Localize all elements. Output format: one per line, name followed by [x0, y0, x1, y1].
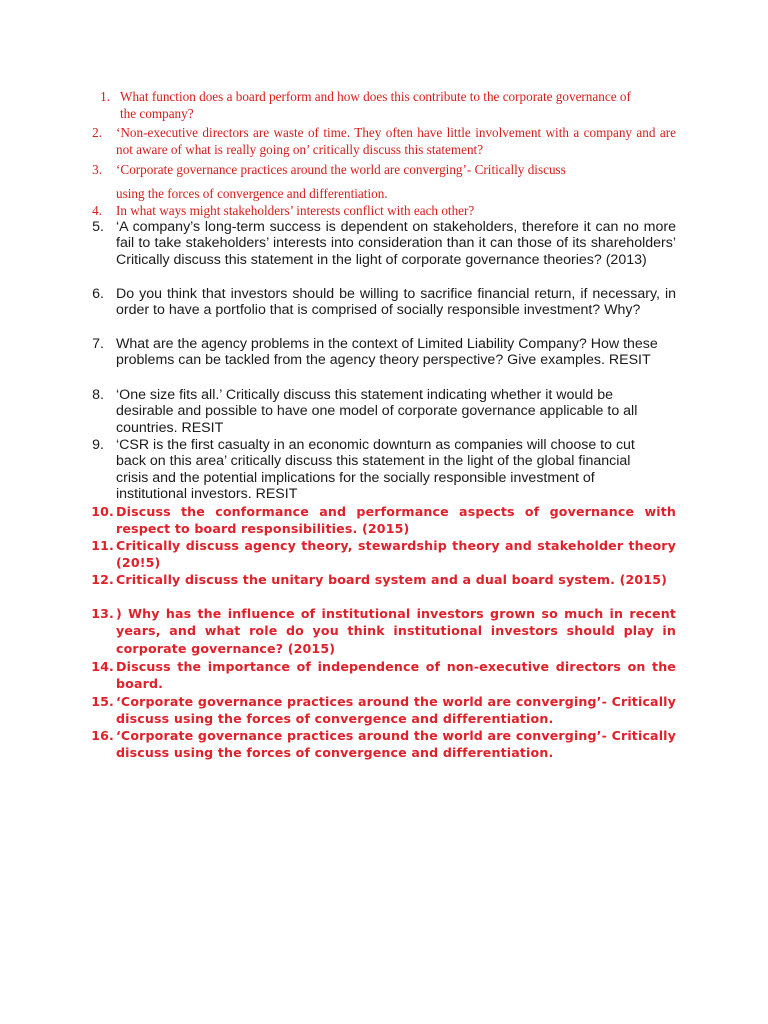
item-text: Critically discuss agency theory, stewardship theory and stakeholder theory (20!5): [116, 538, 676, 571]
item-text: What function does a board perform and how does this contribute to the corporate governance of the company?: [120, 89, 631, 121]
item-number: 5.: [92, 219, 104, 235]
item-number: 7.: [92, 336, 104, 352]
item-text: Do you think that investors should be willing to sacrifice financial return, if necessary, in order to have a portfolio that is comprised of socially responsible investment? Why?: [116, 286, 676, 319]
item-text: ‘CSR is the first casualty in an economic downturn as companies will choose to cut back on this area’ critically discuss this statement in the light of the global financial crisis and the potential implications for the socially responsible investment of institutional investors. RESIT: [116, 437, 635, 502]
item-number: 9.: [92, 437, 104, 453]
item-number: 16.: [91, 728, 114, 743]
item-number: 13.: [91, 606, 114, 621]
item-number: 12.: [91, 572, 114, 587]
item-text: Discuss the conformance and performance aspects of governance with respect to board responsibilities. (2015): [116, 504, 676, 537]
item-text: Discuss the importance of independence of non-executive directors on the board.: [116, 659, 676, 692]
item-text: ‘Corporate governance practices around the world are converging’- Critically discuss using the forces of convergence and differentiation.: [116, 694, 676, 727]
item-text: ‘Non-executive directors are waste of time. They often have little involvement with a company and are not aware of what is really going on’ critically discuss this statement?: [116, 125, 676, 157]
item-text: ) Why has the influence of institutional investors grown so much in recent years, and what role do you think institutional investors should play in corporate governance? (2015): [116, 606, 676, 656]
item-number: 11.: [91, 538, 114, 553]
item-number: 15.: [91, 694, 114, 709]
item-number: 6.: [92, 286, 104, 302]
item-text: ‘A company’s long-term success is dependent on stakeholders, therefore it can no more fail to take stakeholders’ interests into consideration than it can those of its shareholders’ Critically discuss this statement in the light of corporate governance theories? (2013): [116, 219, 676, 268]
item-number: 14.: [91, 659, 114, 674]
item-number: 3.: [92, 162, 102, 177]
item-number: 1.: [100, 89, 110, 104]
item-number: 2.: [92, 125, 102, 140]
item-number: 10.: [91, 504, 114, 519]
item-text: ‘Corporate governance practices around the world are converging’- Critically discuss using the forces of convergence and differentiation.: [116, 728, 676, 761]
item-text: Critically discuss the unitary board system and a dual board system. (2015): [116, 572, 668, 587]
item-number: 4.: [92, 203, 102, 218]
item-text: ‘Corporate governance practices around the world are converging’- Critically discuss: [116, 162, 566, 177]
item-text: In what ways might stakeholders’ interests conflict with each other?: [116, 203, 475, 218]
item-text-continued: using the forces of convergence and differentiation.: [116, 186, 388, 201]
item-text: What are the agency problems in the context of Limited Liability Company? How these problems can be tackled from the agency theory perspective? Give examples. RESIT: [116, 336, 658, 369]
item-number: 8.: [92, 387, 104, 403]
item-text: ‘One size fits all.’ Critically discuss this statement indicating whether it would be desirable and possible to have one model of corporate governance applicable to all countries. RESIT: [116, 387, 638, 436]
